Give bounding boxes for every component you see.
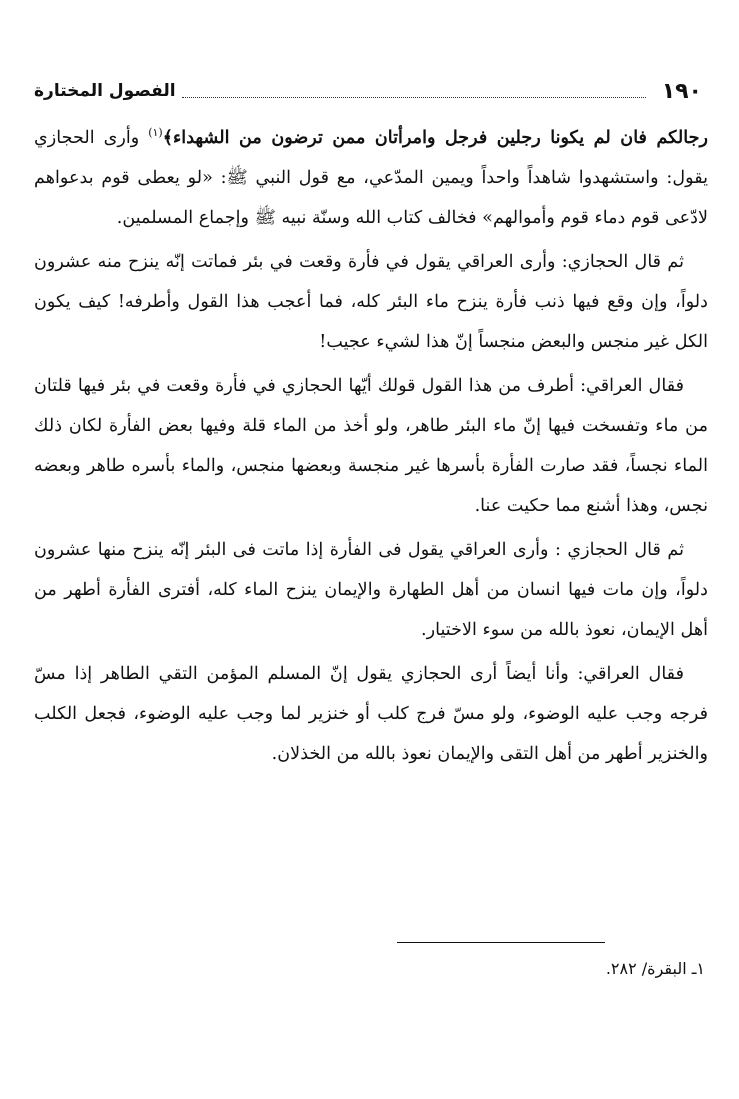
- footnote-reference: (١): [148, 126, 163, 140]
- paragraph-1-text: وأرى الحجازي يقول: واستشهدوا شاهداً واحداً ويمين المدّعي، مع قول النبي ﷺ: «لو يعطى قوم بدعواهم لادّعى قوم دماء قوم وأموالهم» فخالف كتاب الله وسنّة نبيه ﷺ وإجماع المسلمين.: [34, 128, 708, 228]
- paragraph-3: فقال العراقي: أطرف من هذا القول قولك أيّها الحجازي في فأرة وقعت في بئر فيها قلتان من ماء وتفسخت فيها إنّ ماء البئر طاهر، ولو أخذ من الماء قلة وفيها بعض الفأرة لكان ذلك الماء نجساً، فقد صارت الفأرة بأسرها غير منجسة وبعضها منجس، والماء بأسره طاهر وبعضه نجس، وهذا أشنع مما حكيت عنا.: [34, 376, 708, 516]
- dotted-leader: [182, 97, 646, 98]
- paragraph-4: ثم قال الحجازي : وأرى العراقي يقول فى الفأرة إذا ماتت فى البئر إنّه ينزح منها عشرون دلواً، وإن مات فيها انسان من أهل الطهارة والإيمان ينزح الماء كله، أفترى الفأرة أطهر من أهل الإيمان، نعوذ بالله من سوء الاختيار.: [34, 540, 708, 640]
- paragraph-2: ثم قال الحجازي: وأرى العراقي يقول في فأرة وقعت في بئر فماتت إنّه ينزح منه عشرون دلواً، وإن وقع فيها ذنب فأرة ينزح ماء البئر كله، فما أعجب هذا القول وأطرفه! كيف يكون الكل غير منجس والبعض منجساً إنّ هذا لشيء عجيب!: [34, 252, 708, 352]
- page-body: [34, 118, 708, 774]
- footnote-divider: [397, 942, 605, 943]
- quran-verse: رجالكم فان لم يكونا رجلين فرجل وامرأتان ممن ترضون من الشهداء﴾: [162, 127, 708, 148]
- page-number: ١٩٠: [661, 78, 702, 104]
- footnote: ١ـ البقرة/ ٢٨٢.: [605, 959, 705, 978]
- running-header: [34, 74, 702, 108]
- paragraph-1: [34, 118, 708, 238]
- book-title: الفصول المختارة: [34, 81, 176, 101]
- paragraph-5: فقال العراقي: وأنا أيضاً أرى الحجازي يقول إنّ المسلم المؤمن التقي الطاهر إذا مسّ فرجه وجب عليه الوضوء، ولو مسّ فرج كلب أو خنزير لما وجب عليه الوضوء، فجعل الكلب والخنزير أطهر من أهل التقى والإيمان نعوذ بالله من الخذلان.: [34, 664, 708, 764]
